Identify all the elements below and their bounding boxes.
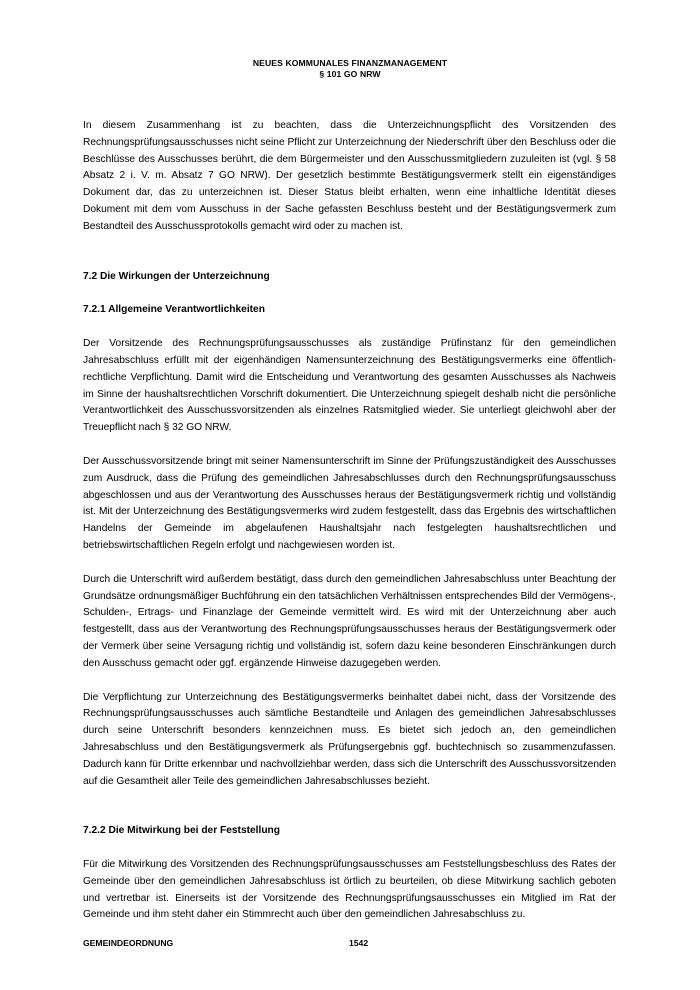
header-title: NEUES KOMMUNALES FINANZMANAGEMENT bbox=[252, 58, 448, 68]
footer-document-title: GEMEINDEORDNUNG bbox=[83, 938, 174, 948]
section-heading-7-2-1: 7.2.1 Allgemeine Verantwortlichkeiten bbox=[83, 304, 265, 316]
paragraph-7-2-1-b: Der Ausschussvorsitzende bringt mit seiner Namensunterschrift im Sinne der Prüfungszuständigkeit des Ausschusses zum Ausdruck, dass die Prüfung des gemeindlichen Jahresabschlusses durch den Rechnungsprüfungsausschuss abgeschlossen und aus der Verantwortung des Ausschusses heraus der Bestätigungsvermerk richtig und vollständig ist. Mit der Unterzeichnung des Bestätigungsvermerks wird zudem festgestellt, dass das Ergebnis des wirtschaftlichen Handelns der Gemeinde im abgelaufenen Haushaltsjahr nach festgelegten haushaltsrechtlichen und betriebswirtschaftlichen Regeln erfolgt und nachgewiesen worden ist. bbox=[83, 455, 616, 551]
document-body bbox=[83, 118, 616, 924]
spacer bbox=[83, 319, 616, 336]
page-number: 1542 bbox=[349, 938, 369, 948]
intro-paragraph: In diesem Zusammenhang ist zu beachten, dass die Unterzeichnungspflicht des Vorsitzenden des Rechnungsprüfungsausschusses nicht seine Pflicht zur Unterzeichnung der Niederschrift über den Beschluss oder die Beschlüsse des Ausschusses berührt, die dem Bürgermeister und den Ausschussmitgliedern zuzuleiten ist (vgl. § 58 Absatz 2 i. V. m. Absatz 7 GO NRW). Der gesetzlich bestimmte Bestätigungsvermerk stellt ein eigenständiges Dokument dar, das zu unterzeichnen ist. Dieser Status bleibt erhalten, wenn eine inhaltliche Identität dieses Dokument mit dem vom Ausschuss in der Sache gefassten Beschluss besteht und der Bestätigungsvermerk zum Bestandteil des Ausschussprotokolls gemacht wird oder zu machen ist. bbox=[83, 120, 616, 232]
paragraph-7-2-1-d: Die Verpflichtung zur Unterzeichnung des Bestätigungsvermerks beinhaltet dabei nicht, dass der Vorsitzende des Rechnungsprüfungsausschusses auch sämtliche Bestandteile und Anlagen des gemeindlichen Jahresabschlusses durch seine Unterschrift besonders kennzeichnen muss. Es bietet sich jedoch an, den gemeindlichen Jahresabschluss und den Bestätigungsvermerk als Prüfungsergebnis ggf. buchtechnisch so zusammenzufassen. Dadurch kann für Dritte erkennbar und nachvollziehbar werden, dass sich die Unterschrift des Ausschussvorsitzenden auf die Gesamtheit aller Teile des gemeindlichen Jahresabschlusses bezieht. bbox=[83, 691, 616, 787]
header-section-ref: § 101 GO NRW bbox=[319, 69, 381, 79]
spacer bbox=[83, 555, 616, 572]
spacer bbox=[83, 673, 616, 690]
paragraph-7-2-1-c: Durch die Unterschrift wird außerdem bestätigt, dass durch den gemeindlichen Jahresabschluss unter Beachtung der Grundsätze ordnungsmäßiger Buchführung ein den tatsächlichen Verhältnissen entsprechendes Bild der Vermögens-, Schulden-, Ertrags- und Finanzlage der Gemeinde vermittelt wird. Es wird mit der Unterzeichnung aber auch festgestellt, dass aus der Verantwortung des Rechnungsprüfungsausschusses heraus der Bestätigungsvermerk oder der Vermerk über seine Versagung richtig und vollständig ist, sofern dazu keine besonderen Einschränkungen durch den Ausschuss gemacht oder ggf. ergänzende Hinweise dazugegeben werden. bbox=[83, 573, 616, 669]
spacer bbox=[83, 285, 616, 302]
spacer bbox=[83, 236, 616, 269]
section-heading-7-2-2: 7.2.2 Die Mitwirkung bei der Feststellung bbox=[83, 825, 280, 837]
spacer bbox=[83, 840, 616, 857]
paragraph-7-2-2: Für die Mitwirkung des Vorsitzenden des Rechnungsprüfungsausschusses am Feststellungsbeschluss des Rates der Gemeinde über den gemeindlichen Jahresabschluss ist örtlich zu beurteilen, ob diese Mitwirkung sachlich geboten und vertretbar ist. Einerseits ist der Vorsitzende des Rechnungsprüfungsausschusses ein Mitglied im Rat der Gemeinde und ihm steht daher ein Stimmrecht auch über den gemeindlichen Jahresabschluss zu. bbox=[83, 859, 616, 921]
paragraph-7-2-1-a: Der Vorsitzende des Rechnungsprüfungsausschusses als zuständige Prüfinstanz für den gemeindlichen Jahresabschluss erfüllt mit der eigenhändigen Namensunterzeichnung des Bestätigungsvermerks eine öffentlich-rechtliche Verpflichtung. Damit wird die Entscheidung und Verantwortung des gesamten Ausschusses als Nachweis im Sinne der haushaltsrechtlichen Vorschrift dokumentiert. Die Unterzeichnung spiegelt deshalb nicht die persönliche Verantwortlichkeit des Ausschussvorsitzenden als einzelnes Ratsmitglied wieder. Sie unterliegt gleichwohl aber der Treuepflicht nach § 32 GO NRW. bbox=[83, 338, 616, 434]
page-header bbox=[0, 58, 700, 80]
spacer bbox=[83, 437, 616, 454]
section-heading-7-2: 7.2 Die Wirkungen der Unterzeichnung bbox=[83, 270, 270, 282]
spacer bbox=[83, 790, 616, 823]
page-footer bbox=[83, 936, 616, 950]
